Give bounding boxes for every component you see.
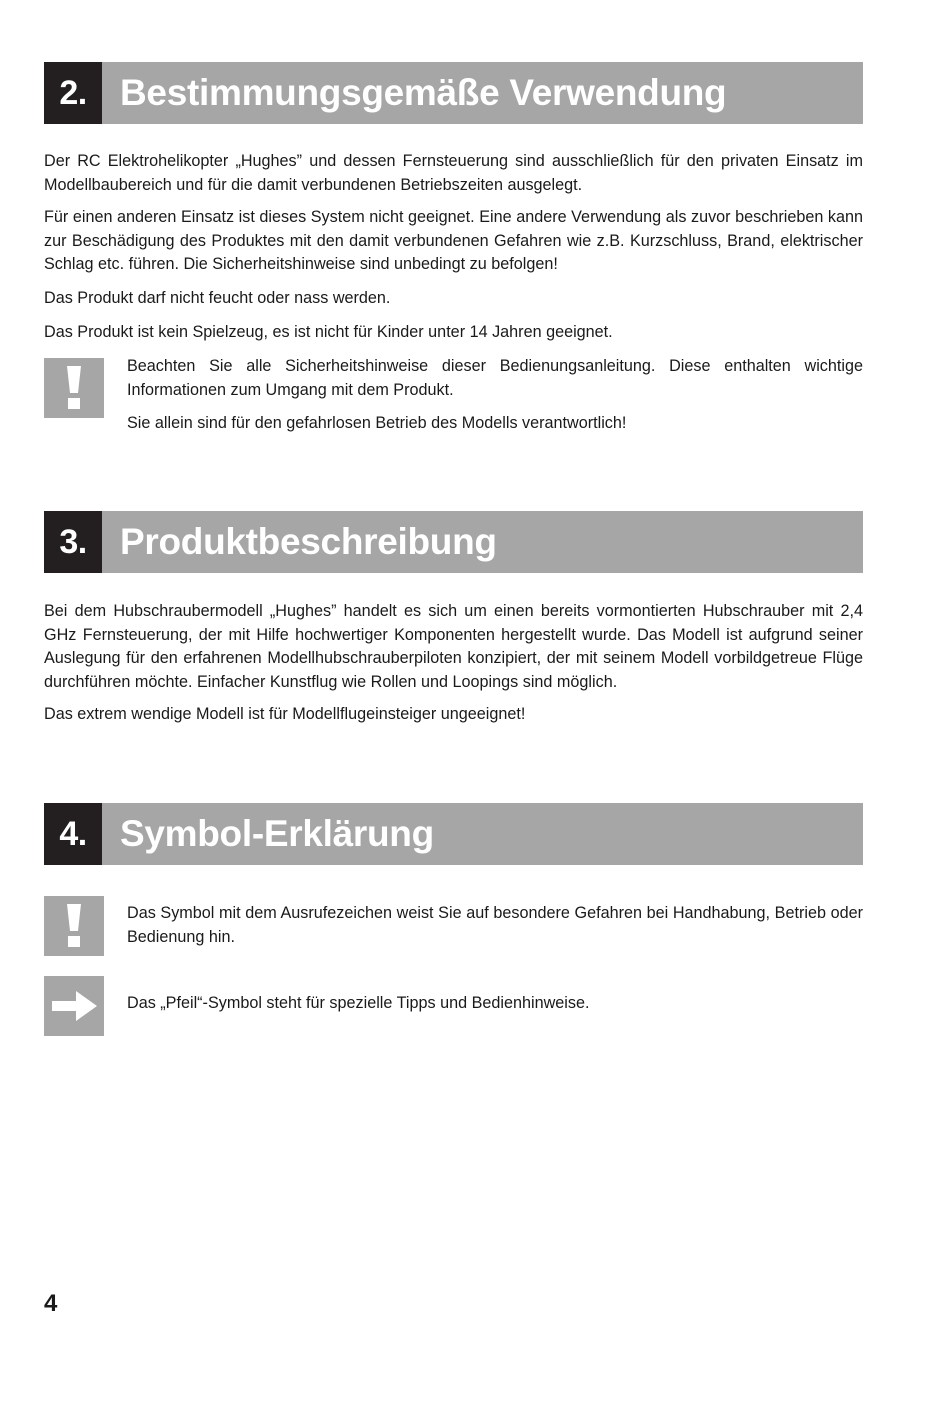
section-2-paragraph-3: Das Produkt darf nicht feucht oder nass werden. [44,289,391,307]
symbol-warning-description: Das Symbol mit dem Ausrufezeichen weist Sie auf besondere Gefahren bei Handhabung, Betrieb oder Bedienung hin. [127,904,863,946]
exclamation-icon [44,358,104,418]
exclamation-icon [44,896,104,956]
section-2-warning-paragraph-2: Sie allein sind für den gefahrlosen Betrieb des Modells verantwortlich! [127,414,627,432]
section-3-paragraph-2: Das extrem wendige Modell ist für Modellflugeinsteiger ungeeignet! [44,705,526,723]
section-2-title: Bestimmungsgemäße Verwendung [102,62,863,124]
section-2-warning-paragraph-1: Beachten Sie alle Sicherheitshinweise dieser Bedienungsanleitung. Diese enthalten wichtige Informationen zum Umgang mit dem Produkt. [127,357,863,399]
arrow-right-icon [44,976,104,1036]
section-4-title: Symbol-Erklärung [102,803,863,865]
section-4-header [44,803,863,865]
section-4-number: 4. [44,803,102,865]
section-2-number: 2. [44,62,102,124]
section-2-paragraph-4: Das Produkt ist kein Spielzeug, es ist nicht für Kinder unter 14 Jahren geeignet. [44,323,613,341]
page-number: 4 [44,1290,58,1317]
section-3-header [44,511,863,573]
symbol-tip-description: Das „Pfeil“-Symbol steht für spezielle Tipps und Bedienhinweise. [127,994,590,1012]
section-2-paragraph-2: Für einen anderen Einsatz ist dieses System nicht geeignet. Eine andere Verwendung als zuvor beschrieben kann zur Beschädigung des Produktes mit den damit verbundenen Gefahren wie z.B. Kurzschluss, Brand, elektrischer Schlag etc. führen. Die Sicherheitshinweise sind unbedingt zu befolgen! [44,208,863,273]
section-3-title: Produktbeschreibung [102,511,863,573]
section-2-header [44,62,863,124]
section-2-paragraph-1: Der RC Elektrohelikopter „Hughes” und dessen Fernsteuerung sind ausschließlich für den privaten Einsatz im Modellbaubereich und für die damit verbundenen Betriebszeiten ausgelegt. [44,152,863,194]
section-3-number: 3. [44,511,102,573]
section-3-paragraph-1: Bei dem Hubschraubermodell „Hughes” handelt es sich um einen bereits vormontierten Hubschrauber mit 2,4 GHz Fernsteuerung, der mit Hilfe hochwertiger Komponenten hergestellt wurde. Das Modell ist aufgrund seiner Auslegung für den erfahrenen Modellhubschrauberpiloten konzipiert, der mit seinem Modell vorbildgetreue Flüge durchführen möchte. Einfacher Kunstflug wie Rollen und Loopings sind möglich. [44,602,863,691]
